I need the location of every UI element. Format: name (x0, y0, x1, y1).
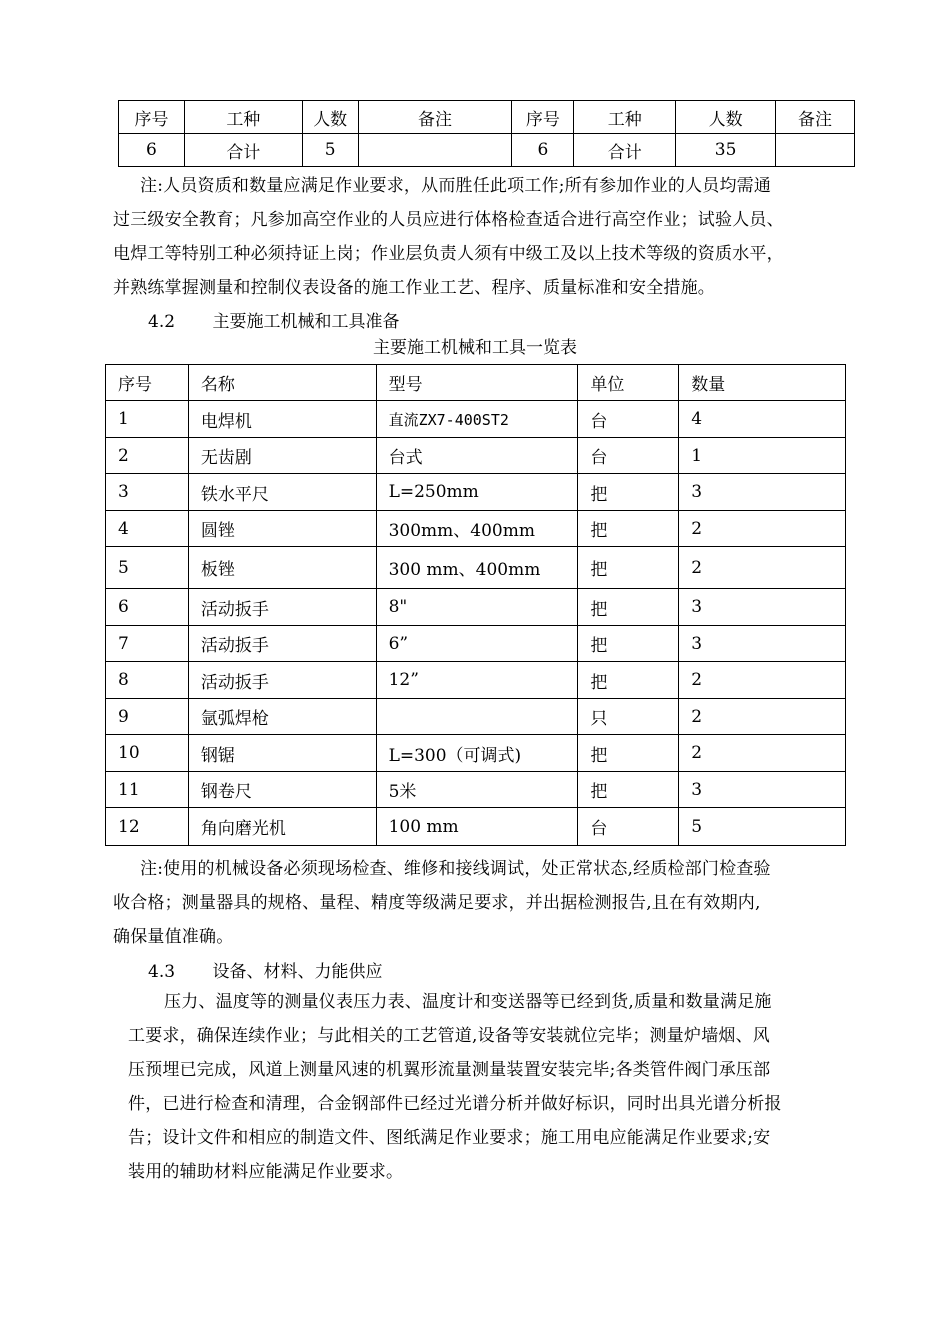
header-cell: 名称 (188, 365, 376, 401)
note-line: 并熟练掌握测量和控制仪表设备的施工作业工艺、程序、质量标准和安全措施。 (113, 278, 715, 298)
table-row (106, 662, 846, 699)
table-cell: 1 (106, 401, 189, 438)
table-cell: 1 (679, 438, 846, 474)
table-cell (776, 134, 855, 167)
table-row (106, 474, 846, 511)
table-cell: 角向磨光机 (188, 808, 376, 846)
table-cell: 合计 (184, 134, 302, 167)
header-cell: 人数 (302, 101, 358, 134)
section-title: 设备、材料、力能供应 (212, 962, 383, 982)
table-row (106, 735, 846, 772)
table-row (106, 589, 846, 626)
table-cell: 2 (679, 662, 846, 699)
table-cell: 5 (302, 134, 358, 167)
table-cell: 6” (376, 626, 578, 662)
note-line: 收合格；测量器具的规格、量程、精度等级满足要求，并出据检测报告,且在有效期内, (113, 893, 761, 913)
table-cell: 100 mm (376, 808, 578, 846)
table-cell: L=250mm (376, 474, 578, 511)
table-cell: 300 mm、400mm (376, 547, 578, 589)
header-cell: 数量 (679, 365, 846, 401)
table-cell: 11 (106, 772, 189, 808)
table-cell: 12 (106, 808, 189, 846)
table-cell: 9 (106, 699, 189, 735)
table-row (106, 808, 846, 846)
table-cell: 钢卷尺 (188, 772, 376, 808)
note-line: 确保量值准确。 (113, 927, 234, 947)
table-row (106, 772, 846, 808)
table-cell: 12” (376, 662, 578, 699)
header-cell: 工种 (574, 101, 676, 134)
table-cell (376, 699, 578, 735)
table-cell: 2 (679, 511, 846, 547)
staff-header-row (119, 101, 855, 134)
table-cell: 活动扳手 (188, 662, 376, 699)
note-line: 注:使用的机械设备必须现场检查、维修和接线调试，处正常状态,经质检部门检查验 (140, 859, 771, 879)
table-row (106, 438, 846, 474)
paragraph-line: 件，已进行检查和清理，合金钢部件已经过光谱分析并做好标识，同时出具光谱分析报 (128, 1094, 782, 1114)
table-cell: 台 (578, 438, 679, 474)
table-cell: 4 (679, 401, 846, 438)
table-cell: 2 (679, 699, 846, 735)
table-cell: 8 (106, 662, 189, 699)
table-cell: L=300（可调式) (376, 735, 578, 772)
table-row (106, 547, 846, 589)
section-title: 主要施工机械和工具准备 (212, 312, 400, 332)
header-cell: 序号 (106, 365, 189, 401)
tools-table (105, 364, 846, 846)
table-cell: 300mm、400mm (376, 511, 578, 547)
table-cell: 把 (578, 589, 679, 626)
table-cell: 8" (376, 589, 578, 626)
table-row (106, 626, 846, 662)
paragraph-line: 告；设计文件和相应的制造文件、图纸满足作业要求；施工用电应能满足作业要求;安 (128, 1128, 771, 1148)
table-cell: 活动扳手 (188, 626, 376, 662)
table-cell: 台 (578, 808, 679, 846)
table-cell: 活动扳手 (188, 589, 376, 626)
paragraph-line: 压预埋已完成，风道上测量风速的机翼形流量测量装置安装完毕;各类管件阀门承压部 (128, 1060, 771, 1080)
table-cell: 3 (106, 474, 189, 511)
note-line: 电焊工等特别工种必须持证上岗；作业层负责人须有中级工及以上技术等级的资质水平， (113, 244, 784, 264)
header-cell: 人数 (676, 101, 776, 134)
table-cell: 把 (578, 662, 679, 699)
header-cell: 备注 (776, 101, 855, 134)
table-row (106, 401, 846, 438)
table-cell: 3 (679, 589, 846, 626)
note-line: 注:人员资质和数量应满足作业要求，从而胜任此项工作;所有参加作业的人员均需通 (140, 176, 772, 196)
paragraph-line: 工要求，确保连续作业；与此相关的工艺管道,设备等安装就位完毕；测量炉墙烟、风 (128, 1026, 771, 1046)
table-cell (358, 134, 512, 167)
table-cell: 3 (679, 474, 846, 511)
table-cell: 铁水平尺 (188, 474, 376, 511)
table-cell: 无齿剧 (188, 438, 376, 474)
header-cell: 型号 (376, 365, 578, 401)
table-cell: 直流ZX7-400ST2 (376, 401, 578, 438)
table-cell: 3 (679, 626, 846, 662)
table-cell: 6 (119, 134, 185, 167)
staff-total-row (119, 134, 855, 167)
table-cell: 2 (679, 547, 846, 589)
table-cell: 5米 (376, 772, 578, 808)
table-cell: 把 (578, 474, 679, 511)
table-cell: 6 (106, 589, 189, 626)
header-cell: 序号 (119, 101, 185, 134)
table-cell: 4 (106, 511, 189, 547)
table-cell: 只 (578, 699, 679, 735)
table-cell: 合计 (574, 134, 676, 167)
table-caption: 主要施工机械和工具一览表 (373, 338, 577, 358)
paragraph-line: 压力、温度等的测量仪表压力表、温度计和变送器等已经到货,质量和数量满足施 (164, 992, 772, 1012)
header-cell: 工种 (184, 101, 302, 134)
note-line: 过三级安全教育；凡参加高空作业的人员应进行体格检查适合进行高空作业；试验人员、 (113, 210, 784, 230)
table-cell: 5 (106, 547, 189, 589)
staff-table (118, 100, 855, 167)
table-cell: 6 (512, 134, 574, 167)
table-cell: 2 (679, 735, 846, 772)
header-cell: 单位 (578, 365, 679, 401)
table-cell: 板锉 (188, 547, 376, 589)
table-cell: 钢锯 (188, 735, 376, 772)
table-row (106, 511, 846, 547)
section-number: 4.3 (148, 962, 176, 982)
table-cell: 台 (578, 401, 679, 438)
section-heading-4-3 (148, 957, 382, 982)
header-cell: 备注 (358, 101, 512, 134)
table-cell: 3 (679, 772, 846, 808)
table-cell: 把 (578, 735, 679, 772)
table-header-row (106, 365, 846, 401)
table-cell: 圆锉 (188, 511, 376, 547)
table-cell: 2 (106, 438, 189, 474)
table-cell: 10 (106, 735, 189, 772)
section-heading-4-2 (148, 307, 399, 332)
table-cell: 氩弧焊枪 (188, 699, 376, 735)
table-cell: 把 (578, 626, 679, 662)
table-cell: 台式 (376, 438, 578, 474)
paragraph-line: 装用的辅助材料应能满足作业要求。 (128, 1162, 404, 1182)
table-cell: 7 (106, 626, 189, 662)
table-cell: 把 (578, 511, 679, 547)
table-cell: 35 (676, 134, 776, 167)
table-row (106, 699, 846, 735)
header-cell: 序号 (512, 101, 574, 134)
table-cell: 把 (578, 772, 679, 808)
section-number: 4.2 (148, 312, 176, 332)
table-cell: 5 (679, 808, 846, 846)
table-cell: 电焊机 (188, 401, 376, 438)
table-cell: 把 (578, 547, 679, 589)
